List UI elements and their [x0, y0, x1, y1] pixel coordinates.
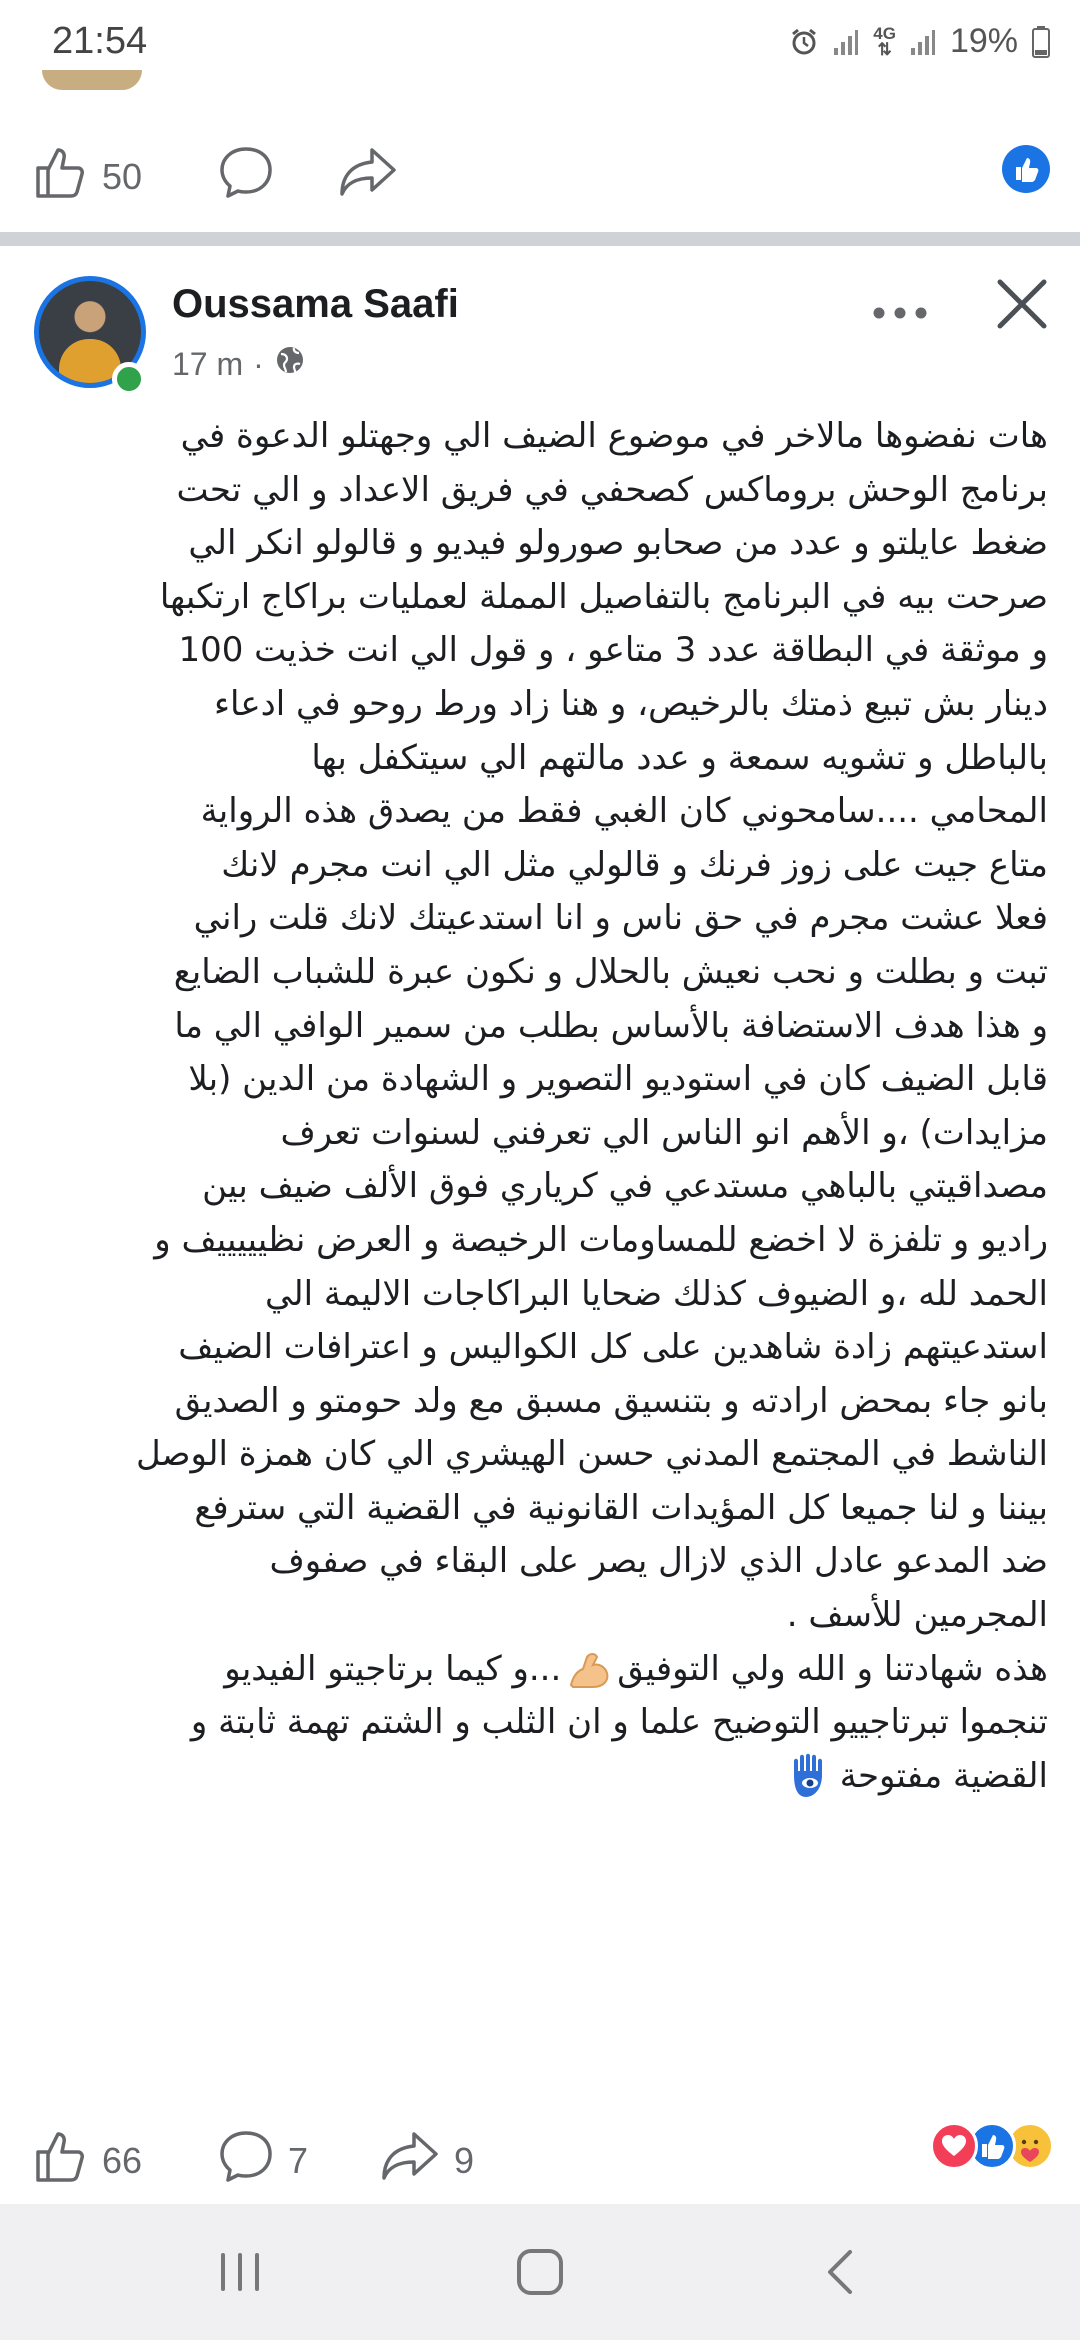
recent-apps-icon: [215, 2247, 265, 2302]
more-options-button[interactable]: [870, 276, 930, 336]
post-text-line: برنامج الوحش بروماكس كصحفي في فريق الاعداد و الي تحت: [176, 469, 1048, 510]
share-button[interactable]: [380, 2128, 474, 2193]
post-text: [30, 410, 1048, 1643]
post-text-line: استدعيتهم زادة شاهدين على كل الكواليس و اعترافات الضيف: [178, 1327, 1048, 1368]
meta-separator: ·: [253, 345, 264, 382]
post-text-line: دينار بش تبيع ذمتك بالرخيص، و هنا زاد ورط روحو في ادعاء: [213, 683, 1048, 724]
post-text-line: مصداقيتي بالباهي مستدعي في كرياري فوق الألف ضيف بين: [202, 1166, 1048, 1207]
alarm-icon: [789, 27, 819, 57]
post-text-line: بالباطل و تشويه سمعة و عدد مالتهم الي سيتكفل بها: [311, 737, 1048, 778]
closing-text-1: هذه شهادتنا و الله ولي التوفيق: [617, 1648, 1048, 1689]
previous-like-button[interactable]: [32, 144, 142, 209]
system-navigation-bar: [0, 2204, 1080, 2340]
post-text-line: هات نفضوها مالاخر في موضوع الضيف الي وجهتلو الدعوة في: [180, 416, 1048, 456]
post-time[interactable]: 17 m: [172, 345, 244, 382]
post-text-line: متاع جيت على زوز فرنك و قالولي مثل الي انت مجرم لانك: [221, 844, 1048, 885]
post-text-line: الناشط في المجتمع المدني حسن الهيشري الي كان همزة الوصل: [135, 1434, 1048, 1475]
thumbs-up-icon: [32, 2128, 88, 2193]
status-icons: [789, 22, 1050, 61]
comment-button[interactable]: [218, 2128, 308, 2193]
like-count: 50: [102, 155, 143, 197]
post-text-line: المحامي ....سامحوني كان الغبي فقط من يصدق هذه الرواية: [200, 791, 1048, 832]
status-time: 21:54: [52, 20, 148, 62]
closing-text-1-after: ...و كيما برتاجيتو الفيديو: [224, 1648, 562, 1689]
previous-post-avatar-remnant: [42, 70, 142, 90]
post-text-line: راديو و تلفزة لا اخضع للمساومات الرخيصة و العرض نظيييييف و: [154, 1219, 1048, 1260]
close-x-icon: [990, 323, 1054, 340]
close-post-button[interactable]: [990, 272, 1054, 336]
comment-bubble-icon: [218, 144, 274, 209]
post-text-line: و هذا هدف الاستضافة بالأساس بطلب من سمير الوافي الي ما: [174, 1005, 1048, 1046]
post-action-bar: [0, 2100, 1080, 2210]
like-button[interactable]: [32, 2128, 142, 2193]
like-count: 66: [102, 2139, 143, 2181]
post-body: [30, 410, 1048, 1803]
home-icon: [514, 2246, 566, 2303]
comment-count: 7: [288, 2139, 309, 2181]
post-text-line: بيننا و لنا جميعا كل المؤيدات القانونية في القضية التي سترفع: [194, 1487, 1048, 1528]
recent-apps-button[interactable]: [200, 2234, 280, 2314]
share-arrow-icon: [380, 2128, 440, 2193]
post-text-line: ضغط عايلتو و عدد من صحابو صورولو فيديو و قالولو انكر الي: [188, 523, 1048, 564]
globe-icon: [274, 344, 306, 384]
back-chevron-icon: [820, 2247, 860, 2302]
previous-share-button[interactable]: [338, 144, 398, 209]
previous-comment-button[interactable]: [218, 144, 274, 209]
battery-icon: [1032, 26, 1050, 58]
closing-text-3: القضية مفتوحة: [839, 1755, 1048, 1796]
post-text-line: الحمد لله ،و الضيوف كذلك ضحايا البراكاجات الاليمة الي: [264, 1273, 1048, 1314]
status-bar: [0, 0, 1080, 80]
post-text-line: مزايدات) ،و الأهم انو الناس الي تعرفني لسنوات تعرف: [280, 1112, 1048, 1153]
post-text-line: بانو جاء بمحض ارادته و بتنسيق مسبق مع ولد حومتو و الصديق: [174, 1380, 1048, 1421]
like-reaction-icon: [1002, 145, 1050, 193]
hamsa-emoji-icon: [788, 1753, 832, 1801]
signal-icon: [833, 28, 859, 56]
feed-separator: [0, 232, 1080, 246]
post-closing-line-3: [30, 1750, 1048, 1804]
post-text-line: صرحت بيه في البرنامج بالتفاصيل المملة لعمليات براكاج ارتكبها: [159, 576, 1048, 617]
online-status-indicator: [112, 362, 146, 396]
battery-percent: 19%: [949, 22, 1018, 60]
post-text-line: تبت و بطلت و نحب نعيش بالحلال و نكون عبرة للشباب الضايع: [173, 951, 1048, 992]
comment-bubble-icon: [218, 2128, 274, 2193]
signal-icon-2: [910, 28, 936, 56]
flexed-biceps-emoji-icon: [567, 1651, 611, 1689]
post-closing-line-2: تنجموا تبرتاجييو التوضيح علما و ان الثلب و الشتم تهمة ثابتة و: [190, 1702, 1048, 1743]
thumbs-up-icon: [32, 144, 88, 209]
previous-post-action-bar: [0, 118, 1080, 228]
post-text-line: ضد المدعو عادل الذي لازال يصر على البقاء في صفوف: [269, 1541, 1048, 1582]
share-arrow-icon: [338, 144, 398, 209]
reaction-summary[interactable]: [940, 2122, 1054, 2170]
network-type: 4G ⇅: [873, 23, 896, 59]
post-text-line: و موثقة في البطاقة عدد 3 متاعو ، و قول الي انت خذيت 100: [178, 630, 1048, 671]
post-meta: [172, 344, 306, 384]
share-count: 9: [454, 2139, 475, 2181]
post-header: [0, 246, 1080, 406]
post-text-line: قابل الضيف كان في استوديو التصوير و الشهادة من الدين (بلا: [188, 1059, 1048, 1100]
more-dots-icon: [872, 281, 928, 331]
post-text-line: فعلا عشت مجرم في حق ناس و انا استدعيتك لانك قلت راني: [193, 898, 1048, 939]
home-button[interactable]: [500, 2234, 580, 2314]
back-button[interactable]: [800, 2234, 880, 2314]
heart-reaction-icon: [930, 2122, 978, 2170]
author-name[interactable]: Oussama Saafi: [172, 282, 459, 326]
post-closing-line-1: [30, 1643, 1048, 1697]
post-text-line: المجرمين للأسف .: [786, 1595, 1048, 1636]
